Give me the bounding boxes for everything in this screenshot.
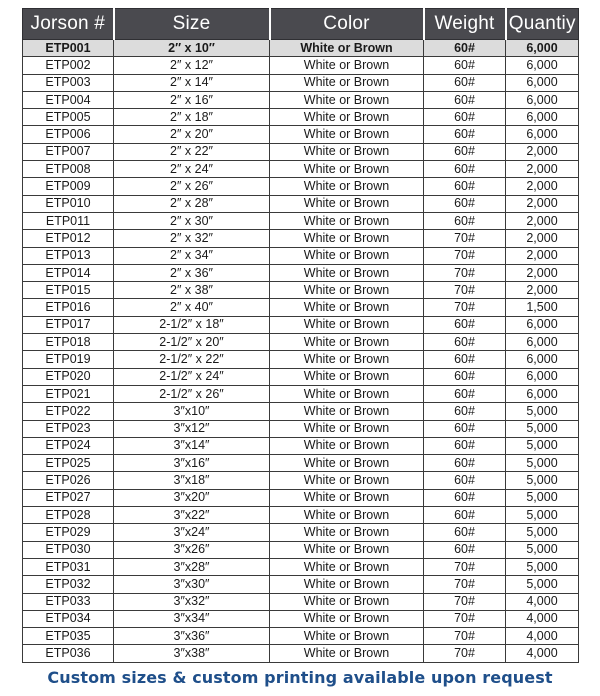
table-row (23, 143, 579, 160)
cell-color: White or Brown (270, 178, 424, 195)
cell-weight: 70# (424, 282, 506, 299)
cell-color: White or Brown (270, 351, 424, 368)
cell-quantity: 5,000 (506, 455, 579, 472)
cell-color: White or Brown (270, 489, 424, 506)
cell-quantity: 5,000 (506, 403, 579, 420)
cell-weight: 70# (424, 558, 506, 575)
table-row (23, 40, 579, 57)
cell-quantity: 4,000 (506, 593, 579, 610)
cell-weight: 60# (424, 541, 506, 558)
cell-jorson-number: ETP008 (23, 161, 114, 178)
cell-jorson-number: ETP030 (23, 541, 114, 558)
table-row (23, 299, 579, 316)
table-row (23, 472, 579, 489)
table-row (23, 576, 579, 593)
cell-jorson-number: ETP001 (23, 40, 114, 57)
cell-color: White or Brown (270, 40, 424, 57)
cell-size: 2-1/2″ x 18″ (114, 316, 270, 333)
cell-quantity: 5,000 (506, 524, 579, 541)
cell-color: White or Brown (270, 299, 424, 316)
cell-size: 3″x12″ (114, 420, 270, 437)
cell-weight: 60# (424, 334, 506, 351)
table-row (23, 282, 579, 299)
cell-jorson-number: ETP011 (23, 212, 114, 229)
header-quantity: Quantiy (506, 9, 579, 40)
cell-jorson-number: ETP028 (23, 507, 114, 524)
table-row (23, 126, 579, 143)
cell-weight: 70# (424, 264, 506, 281)
cell-size: 2″ x 22″ (114, 143, 270, 160)
cell-quantity: 2,000 (506, 178, 579, 195)
cell-quantity: 2,000 (506, 195, 579, 212)
cell-size: 3″x34″ (114, 610, 270, 627)
table-row (23, 420, 579, 437)
cell-size: 2″ x 14″ (114, 74, 270, 91)
cell-color: White or Brown (270, 57, 424, 74)
cell-weight: 70# (424, 645, 506, 662)
cell-size: 3″x18″ (114, 472, 270, 489)
cell-size: 2-1/2″ x 26″ (114, 385, 270, 402)
cell-quantity: 6,000 (506, 74, 579, 91)
table-row (23, 247, 579, 264)
cell-quantity: 2,000 (506, 230, 579, 247)
cell-color: White or Brown (270, 593, 424, 610)
cell-weight: 60# (424, 455, 506, 472)
cell-jorson-number: ETP021 (23, 385, 114, 402)
cell-weight: 60# (424, 316, 506, 333)
cell-size: 3″x36″ (114, 628, 270, 645)
table-row (23, 455, 579, 472)
cell-weight: 60# (424, 420, 506, 437)
cell-jorson-number: ETP007 (23, 143, 114, 160)
table-row (23, 351, 579, 368)
cell-quantity: 5,000 (506, 420, 579, 437)
cell-size: 2″ x 36″ (114, 264, 270, 281)
cell-weight: 60# (424, 74, 506, 91)
cell-quantity: 5,000 (506, 437, 579, 454)
cell-jorson-number: ETP025 (23, 455, 114, 472)
table-row (23, 489, 579, 506)
cell-quantity: 6,000 (506, 109, 579, 126)
table-row (23, 161, 579, 178)
cell-jorson-number: ETP032 (23, 576, 114, 593)
cell-size: 3″x38″ (114, 645, 270, 662)
cell-color: White or Brown (270, 334, 424, 351)
cell-jorson-number: ETP003 (23, 74, 114, 91)
footer-note: Custom sizes & custom printing available upon request (47, 668, 553, 687)
cell-quantity: 6,000 (506, 126, 579, 143)
cell-color: White or Brown (270, 316, 424, 333)
product-table (22, 8, 579, 663)
table-row (23, 212, 579, 229)
cell-jorson-number: ETP029 (23, 524, 114, 541)
cell-weight: 70# (424, 610, 506, 627)
cell-jorson-number: ETP013 (23, 247, 114, 264)
cell-quantity: 6,000 (506, 334, 579, 351)
cell-size: 2″ x 20″ (114, 126, 270, 143)
cell-quantity: 5,000 (506, 558, 579, 575)
cell-weight: 70# (424, 299, 506, 316)
cell-size: 2-1/2″ x 24″ (114, 368, 270, 385)
cell-weight: 60# (424, 472, 506, 489)
cell-jorson-number: ETP018 (23, 334, 114, 351)
cell-size: 3″x14″ (114, 437, 270, 454)
cell-size: 2″ x 40″ (114, 299, 270, 316)
cell-color: White or Brown (270, 541, 424, 558)
cell-jorson-number: ETP023 (23, 420, 114, 437)
cell-size: 3″x22″ (114, 507, 270, 524)
cell-color: White or Brown (270, 576, 424, 593)
cell-size: 2″ x 26″ (114, 178, 270, 195)
cell-color: White or Brown (270, 368, 424, 385)
cell-color: White or Brown (270, 628, 424, 645)
table-row (23, 109, 579, 126)
cell-quantity: 2,000 (506, 212, 579, 229)
cell-weight: 70# (424, 628, 506, 645)
cell-weight: 60# (424, 57, 506, 74)
cell-size: 2″ x 10″ (114, 40, 270, 57)
cell-jorson-number: ETP014 (23, 264, 114, 281)
cell-color: White or Brown (270, 455, 424, 472)
table-row (23, 264, 579, 281)
cell-weight: 70# (424, 230, 506, 247)
cell-jorson-number: ETP026 (23, 472, 114, 489)
table-row (23, 558, 579, 575)
cell-color: White or Brown (270, 524, 424, 541)
cell-jorson-number: ETP036 (23, 645, 114, 662)
cell-color: White or Brown (270, 74, 424, 91)
cell-weight: 60# (424, 368, 506, 385)
cell-quantity: 6,000 (506, 57, 579, 74)
table-row (23, 178, 579, 195)
table-body (23, 40, 579, 663)
cell-quantity: 6,000 (506, 40, 579, 57)
cell-size: 3″x24″ (114, 524, 270, 541)
table-row (23, 437, 579, 454)
cell-jorson-number: ETP017 (23, 316, 114, 333)
cell-size: 2″ x 38″ (114, 282, 270, 299)
cell-quantity: 6,000 (506, 91, 579, 108)
cell-color: White or Brown (270, 109, 424, 126)
table-row (23, 610, 579, 627)
cell-weight: 70# (424, 576, 506, 593)
table-row (23, 334, 579, 351)
cell-jorson-number: ETP005 (23, 109, 114, 126)
cell-color: White or Brown (270, 143, 424, 160)
cell-color: White or Brown (270, 212, 424, 229)
table-row (23, 57, 579, 74)
table-row (23, 524, 579, 541)
cell-jorson-number: ETP024 (23, 437, 114, 454)
cell-color: White or Brown (270, 610, 424, 627)
cell-size: 2″ x 34″ (114, 247, 270, 264)
cell-weight: 60# (424, 403, 506, 420)
cell-size: 3″x20″ (114, 489, 270, 506)
cell-quantity: 5,000 (506, 472, 579, 489)
cell-weight: 60# (424, 178, 506, 195)
cell-jorson-number: ETP016 (23, 299, 114, 316)
header-jorson-number: Jorson # (23, 9, 114, 40)
table-row (23, 507, 579, 524)
cell-color: White or Brown (270, 126, 424, 143)
header-row (23, 9, 579, 40)
cell-color: White or Brown (270, 507, 424, 524)
cell-quantity: 2,000 (506, 264, 579, 281)
cell-jorson-number: ETP033 (23, 593, 114, 610)
cell-jorson-number: ETP035 (23, 628, 114, 645)
cell-quantity: 6,000 (506, 316, 579, 333)
cell-size: 2″ x 16″ (114, 91, 270, 108)
cell-size: 2-1/2″ x 20″ (114, 334, 270, 351)
cell-size: 2″ x 28″ (114, 195, 270, 212)
cell-color: White or Brown (270, 161, 424, 178)
cell-size: 2″ x 12″ (114, 57, 270, 74)
cell-size: 2-1/2″ x 22″ (114, 351, 270, 368)
cell-quantity: 2,000 (506, 143, 579, 160)
cell-weight: 60# (424, 126, 506, 143)
cell-color: White or Brown (270, 558, 424, 575)
cell-jorson-number: ETP027 (23, 489, 114, 506)
cell-color: White or Brown (270, 472, 424, 489)
cell-weight: 70# (424, 247, 506, 264)
cell-size: 2″ x 32″ (114, 230, 270, 247)
cell-weight: 60# (424, 351, 506, 368)
header-size: Size (114, 9, 270, 40)
table-row (23, 593, 579, 610)
cell-color: White or Brown (270, 645, 424, 662)
cell-jorson-number: ETP015 (23, 282, 114, 299)
cell-weight: 60# (424, 40, 506, 57)
table-header (23, 9, 579, 40)
cell-color: White or Brown (270, 282, 424, 299)
cell-jorson-number: ETP002 (23, 57, 114, 74)
cell-weight: 60# (424, 489, 506, 506)
cell-quantity: 6,000 (506, 385, 579, 402)
table-row (23, 628, 579, 645)
header-color: Color (270, 9, 424, 40)
cell-jorson-number: ETP031 (23, 558, 114, 575)
cell-size: 3″x28″ (114, 558, 270, 575)
cell-jorson-number: ETP020 (23, 368, 114, 385)
cell-quantity: 6,000 (506, 368, 579, 385)
cell-quantity: 1,500 (506, 299, 579, 316)
table-row (23, 195, 579, 212)
cell-size: 3″x32″ (114, 593, 270, 610)
cell-color: White or Brown (270, 230, 424, 247)
cell-color: White or Brown (270, 403, 424, 420)
table-row (23, 385, 579, 402)
cell-weight: 60# (424, 91, 506, 108)
table-row (23, 74, 579, 91)
cell-quantity: 4,000 (506, 645, 579, 662)
cell-color: White or Brown (270, 195, 424, 212)
cell-jorson-number: ETP012 (23, 230, 114, 247)
cell-color: White or Brown (270, 91, 424, 108)
cell-color: White or Brown (270, 264, 424, 281)
table-row (23, 403, 579, 420)
cell-size: 3″x26″ (114, 541, 270, 558)
table-row (23, 91, 579, 108)
cell-color: White or Brown (270, 247, 424, 264)
cell-color: White or Brown (270, 420, 424, 437)
table-row (23, 230, 579, 247)
cell-weight: 60# (424, 109, 506, 126)
cell-jorson-number: ETP004 (23, 91, 114, 108)
cell-jorson-number: ETP019 (23, 351, 114, 368)
table-row (23, 316, 579, 333)
cell-weight: 60# (424, 212, 506, 229)
cell-weight: 60# (424, 385, 506, 402)
cell-size: 2″ x 24″ (114, 161, 270, 178)
cell-size: 3″x10″ (114, 403, 270, 420)
cell-size: 2″ x 18″ (114, 109, 270, 126)
cell-weight: 60# (424, 524, 506, 541)
cell-size: 3″x30″ (114, 576, 270, 593)
cell-quantity: 2,000 (506, 161, 579, 178)
cell-color: White or Brown (270, 437, 424, 454)
cell-jorson-number: ETP022 (23, 403, 114, 420)
cell-weight: 60# (424, 161, 506, 178)
cell-size: 3″x16″ (114, 455, 270, 472)
table-row (23, 541, 579, 558)
cell-quantity: 2,000 (506, 247, 579, 264)
cell-quantity: 5,000 (506, 541, 579, 558)
cell-quantity: 5,000 (506, 576, 579, 593)
cell-weight: 60# (424, 437, 506, 454)
cell-weight: 60# (424, 143, 506, 160)
cell-color: White or Brown (270, 385, 424, 402)
cell-jorson-number: ETP034 (23, 610, 114, 627)
table-row (23, 645, 579, 662)
cell-quantity: 5,000 (506, 489, 579, 506)
cell-weight: 60# (424, 195, 506, 212)
header-weight: Weight (424, 9, 506, 40)
cell-weight: 70# (424, 593, 506, 610)
cell-weight: 60# (424, 507, 506, 524)
table-row (23, 368, 579, 385)
cell-jorson-number: ETP010 (23, 195, 114, 212)
cell-jorson-number: ETP009 (23, 178, 114, 195)
cell-jorson-number: ETP006 (23, 126, 114, 143)
cell-size: 2″ x 30″ (114, 212, 270, 229)
cell-quantity: 2,000 (506, 282, 579, 299)
cell-quantity: 5,000 (506, 507, 579, 524)
cell-quantity: 6,000 (506, 351, 579, 368)
cell-quantity: 4,000 (506, 610, 579, 627)
cell-quantity: 4,000 (506, 628, 579, 645)
